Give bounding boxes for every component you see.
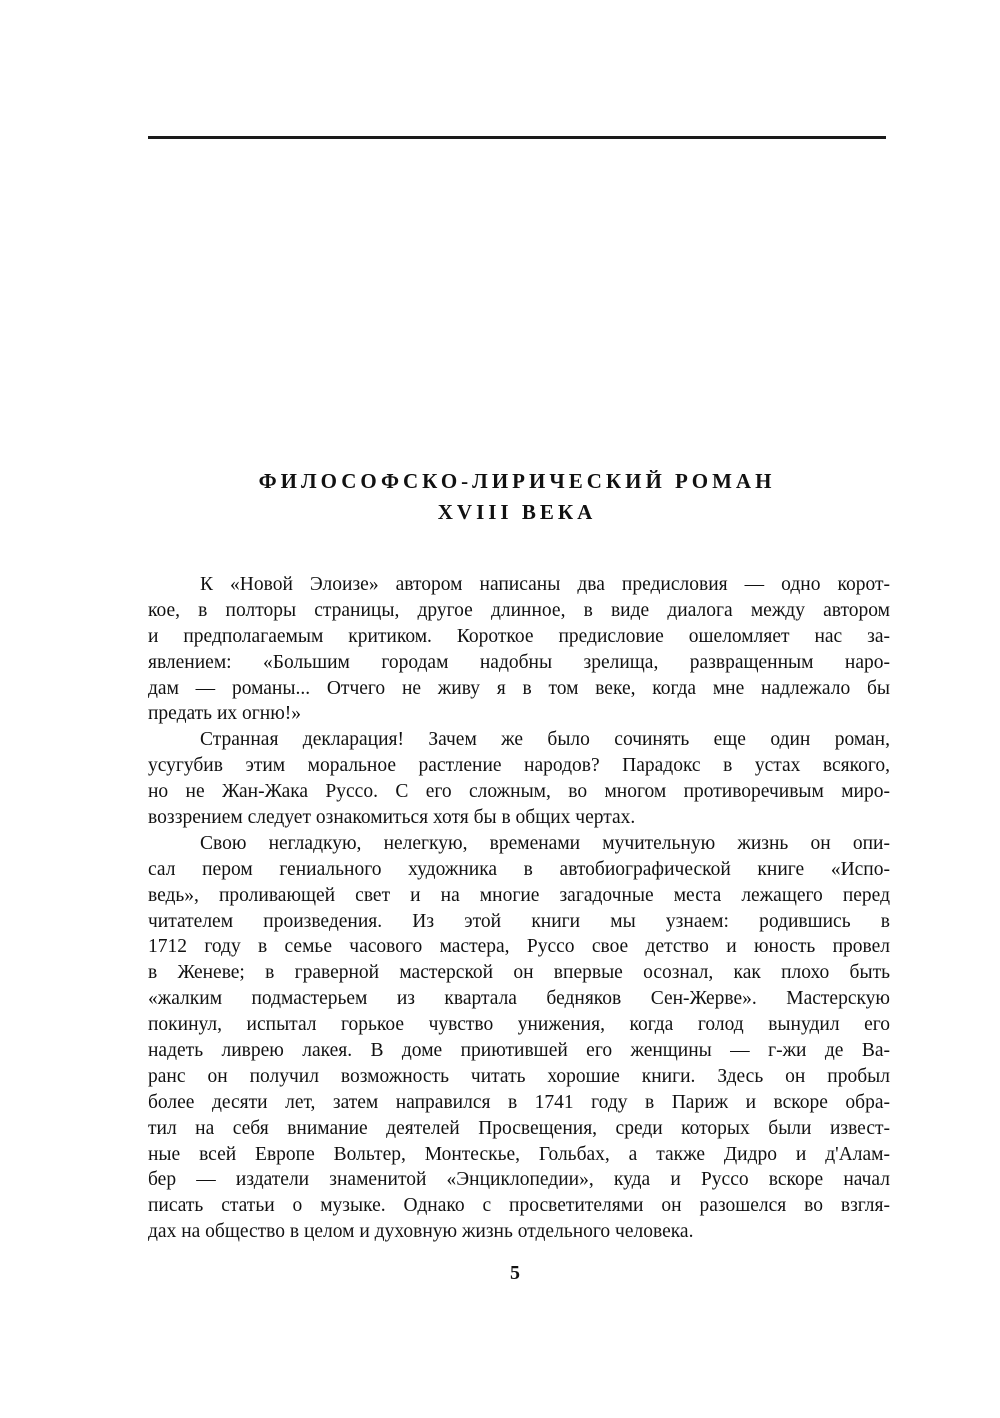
paragraph-2 [148, 727, 890, 831]
text-line: ведь», проливающей свет и на многие загадочные места лежащего перед [148, 884, 890, 906]
text-line: более десяти лет, затем направился в 1741 году в Париж и вскоре обра- [148, 1091, 890, 1113]
text-line: бер — издатели знаменитой «Энциклопедии», куда и Руссо вскоре начал [148, 1169, 890, 1191]
text-line: усугубив этим моральное растление народов? Парадокс в устах всякого, [148, 755, 890, 777]
top-rule [148, 136, 886, 139]
text-line: предать их огню!» [148, 703, 302, 725]
text-line: дах на общество в целом и духовную жизнь отдельного человека. [148, 1221, 694, 1243]
text-line: Свою негладкую, нелегкую, временами мучительную жизнь он опи- [200, 832, 890, 854]
text-line: покинул, испытал горькое чувство унижения, когда голод вынудил его [148, 1014, 890, 1036]
page-number: 5 [510, 1262, 520, 1284]
text-line: в Женеве; в граверной мастерской он впервые осознал, как плохо быть [148, 962, 890, 984]
chapter-title [150, 466, 884, 528]
text-line: читателем произведения. Из этой книги мы узнаем: родившись в [148, 910, 890, 932]
text-line: явлением: «Большим городам надобны зрелища, развращенным наро- [148, 651, 890, 673]
text-line: «жалким подмастерьем из квартала бедняков Сен-Жерве». Мастерскую [148, 988, 890, 1010]
text-line: тил на себя внимание деятелей Просвещения, среди которых были извест- [148, 1117, 890, 1139]
text-line: К «Новой Элоизе» автором написаны два предисловия — одно корот- [200, 574, 890, 595]
text-line: сал пером гениального художника в автобиографической книге «Испо- [148, 858, 890, 880]
paragraph-1 [148, 572, 890, 727]
text-line: но не Жан-Жака Руссо. С его сложным, во многом противоречивым миро- [148, 781, 890, 803]
paragraph-3 [148, 831, 890, 1245]
text-line: воззрением следует ознакомиться хотя бы в общих чертах. [148, 807, 636, 829]
chapter-title-line-2: XVIII ВЕКА [437, 500, 597, 524]
chapter-title-line-1: ФИЛОСОФСКО-ЛИРИЧЕСКИЙ РОМАН [258, 469, 776, 493]
body-text [148, 572, 890, 1245]
text-line: кое, в полторы страницы, другое длинное, в виде диалога между автором [148, 599, 890, 621]
text-line: ные всей Европе Вольтер, Монтескье, Гольбах, а также Дидро и д'Алам- [148, 1143, 890, 1165]
text-line: 1712 году в семье часового мастера, Руссо свое детство и юность провел [148, 936, 890, 958]
text-line: дам — романы... Отчего не живу я в том веке, когда мне надлежало бы [148, 677, 890, 699]
text-line: и предполагаемым критиком. Короткое предисловие ошеломляет нас за- [148, 625, 890, 647]
text-line: писать статьи о музыке. Однако с просветителями он разошелся во взгля- [148, 1195, 890, 1217]
text-line: Странная декларация! Зачем же было сочинять еще один роман, [200, 729, 890, 751]
text-line: ранс он получил возможность читать хорошие книги. Здесь он пробыл [148, 1065, 890, 1087]
text-line: надеть ливрею лакея. В доме приютившей его женщины — г-жи де Ва- [148, 1040, 890, 1062]
